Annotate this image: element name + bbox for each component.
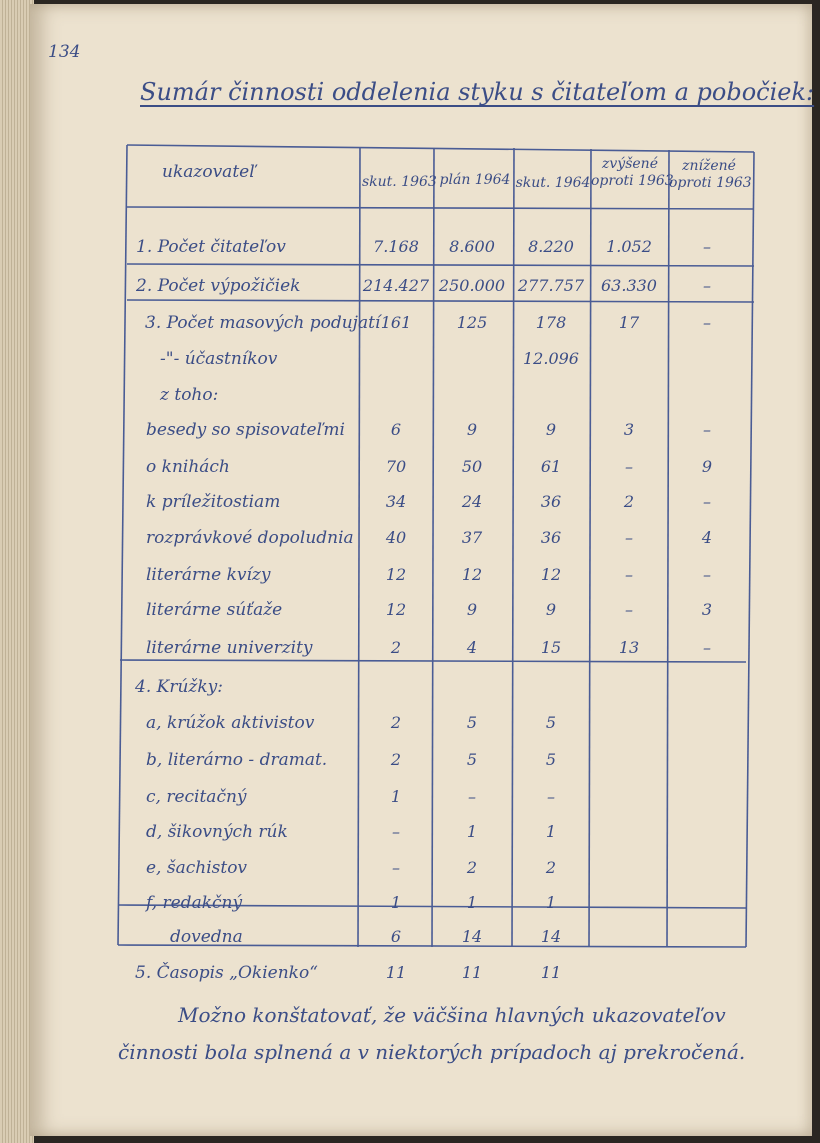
row-value-a64: 36: [540, 528, 562, 547]
row-value-a64: 5: [545, 713, 557, 732]
row-value-a63: 2: [390, 713, 402, 732]
row-value-dec: –: [703, 638, 711, 657]
row-value-inc: –: [625, 565, 633, 584]
row-value-p64: 4: [466, 638, 478, 657]
row-value-p64: –: [468, 787, 476, 806]
row-value-a64: 12: [540, 565, 562, 584]
row-value-p64: 14: [461, 927, 483, 946]
row-label: e, šachistov: [146, 858, 248, 878]
book-page-edges: [0, 0, 34, 1143]
row-label: dovedna: [170, 927, 243, 947]
header-plan-1964: plán 1964: [439, 172, 511, 188]
row-value-dec: –: [703, 276, 711, 295]
row-value-a63: 2: [390, 638, 402, 657]
row-value-p64: 24: [461, 492, 483, 511]
row-value-a64: 178: [535, 313, 567, 332]
row-value-a63: 161: [380, 313, 412, 332]
row-value-p64: 9: [466, 600, 478, 619]
row-value-p64: 1: [466, 822, 478, 841]
row-label: d, šikovných rúk: [146, 822, 288, 842]
header-actual-1963: skut. 1963: [362, 174, 437, 190]
row-value-dec: –: [703, 492, 711, 511]
row-label: z toho:: [160, 385, 219, 405]
conclusion-line-1: Možno konštatovať, že väčšina hlavných ukazovateľov: [178, 1003, 726, 1027]
header-actual-1964: skut. 1964: [515, 175, 591, 191]
row-value-a64: 11: [540, 963, 562, 982]
page-title: Sumár činnosti oddelenia styku s čitateľom a pobočiek:: [140, 78, 815, 106]
row-value-p64: 37: [461, 528, 483, 547]
row-value-p64: 250.000: [438, 276, 506, 295]
row-value-a64: 1: [545, 822, 557, 841]
row-value-a63: 70: [385, 457, 407, 476]
row-label: f, redakčný: [146, 893, 243, 913]
row-value-a64: 14: [540, 927, 562, 946]
header-increase-line-2: oproti 1963: [591, 173, 674, 189]
row-value-dec: –: [703, 565, 711, 584]
row-value-inc: 17: [618, 313, 640, 332]
row-value-p64: 2: [466, 858, 478, 877]
row-label: k príležitostiam: [146, 492, 281, 512]
row-value-dec: –: [703, 313, 711, 332]
row-value-a64: 36: [540, 492, 562, 511]
conclusion-line-2: činnosti bola splnená a v niektorých prípadoch aj prekročená.: [118, 1040, 746, 1064]
row-value-a64: 15: [540, 638, 562, 657]
row-value-dec: –: [703, 237, 711, 256]
row-value-p64: 9: [466, 420, 478, 439]
row-label: 3. Počet masových podujatí: [145, 313, 381, 333]
header-decrease: [669, 158, 752, 192]
row-label: o knihách: [146, 457, 230, 477]
row-value-dec: 4: [701, 528, 713, 547]
page-number: 134: [48, 42, 81, 62]
row-value-a64: 2: [545, 858, 557, 877]
row-value-a63: 6: [390, 420, 402, 439]
row-value-a63: 7.168: [373, 237, 419, 256]
row-value-inc: 2: [623, 492, 635, 511]
row-value-inc: 63.330: [601, 276, 657, 295]
row-value-a63: 214.427: [362, 276, 430, 295]
row-label: 2. Počet výpožičiek: [136, 276, 301, 296]
row-label: rozprávkové dopoludnia: [146, 528, 354, 548]
row-value-a64: 277.757: [517, 276, 585, 295]
row-value-a64: 9: [545, 600, 557, 619]
row-value-a63: 2: [390, 750, 402, 769]
row-value-p64: 125: [456, 313, 488, 332]
row-value-a63: 34: [385, 492, 407, 511]
row-value-p64: 11: [461, 963, 483, 982]
header-decrease-line-1: znížené: [682, 158, 736, 174]
row-label: literárne súťaže: [146, 600, 283, 620]
row-value-a63: 11: [385, 963, 407, 982]
row-label: 5. Časopis „Okienko“: [135, 963, 318, 983]
row-value-a63: 40: [385, 528, 407, 547]
row-label: besedy so spisovateľmi: [146, 420, 345, 440]
row-value-p64: 1: [466, 893, 478, 912]
row-value-a63: 12: [385, 600, 407, 619]
row-value-a64: 12.096: [523, 349, 579, 368]
row-value-dec: –: [703, 420, 711, 439]
row-value-a63: –: [392, 858, 400, 877]
row-value-p64: 8.600: [449, 237, 495, 256]
row-value-a64: 8.220: [528, 237, 574, 256]
row-value-p64: 12: [461, 565, 483, 584]
row-value-p64: 5: [466, 750, 478, 769]
row-value-a64: 5: [545, 750, 557, 769]
row-value-dec: 9: [701, 457, 713, 476]
row-label: 1. Počet čitateľov: [136, 237, 286, 257]
row-value-inc: 13: [618, 638, 640, 657]
row-value-inc: –: [625, 600, 633, 619]
row-value-a63: 1: [390, 893, 402, 912]
row-value-a64: 1: [545, 893, 557, 912]
row-value-a64: 61: [540, 457, 562, 476]
row-value-a63: 6: [390, 927, 402, 946]
row-value-p64: 50: [461, 457, 483, 476]
row-label: literárne kvízy: [146, 565, 271, 585]
row-value-a64: 9: [545, 420, 557, 439]
header-increase: [591, 156, 674, 190]
row-label: 4. Krúžky:: [135, 677, 223, 697]
row-value-inc: –: [625, 457, 633, 476]
row-value-a63: 1: [390, 787, 402, 806]
row-value-a63: –: [392, 822, 400, 841]
header-increase-line-1: zvýšené: [602, 156, 658, 172]
row-value-a64: –: [547, 787, 555, 806]
row-label: literárne univerzity: [146, 638, 313, 658]
header-indicator: ukazovateľ: [162, 162, 257, 182]
row-value-inc: 1.052: [606, 237, 652, 256]
row-value-inc: –: [625, 528, 633, 547]
row-label: b, literárno - dramat.: [146, 750, 328, 770]
row-value-inc: 3: [623, 420, 635, 439]
row-label: c, recitačný: [146, 787, 247, 807]
row-value-dec: 3: [701, 600, 713, 619]
row-value-a63: 12: [385, 565, 407, 584]
row-value-p64: 5: [466, 713, 478, 732]
header-decrease-line-2: oproti 1963: [669, 175, 752, 191]
row-label: -"- účastníkov: [160, 349, 278, 369]
row-label: a, krúžok aktivistov: [146, 713, 315, 733]
